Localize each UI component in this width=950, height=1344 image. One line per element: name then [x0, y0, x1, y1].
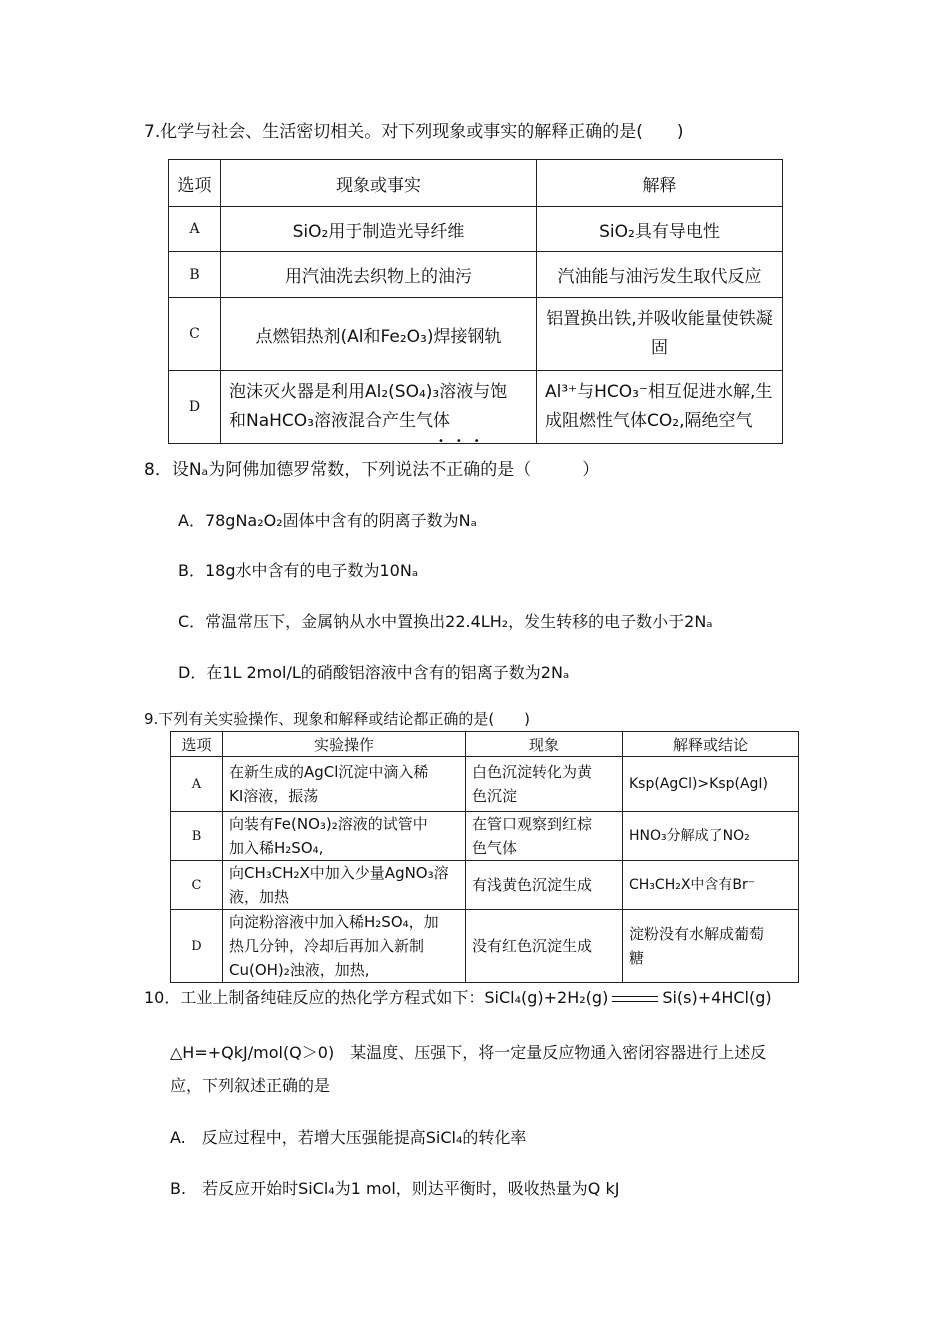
conclusion-line: 淀粉没有水解成葡萄: [629, 925, 765, 943]
option-label: C: [171, 861, 223, 910]
option-label: A: [169, 207, 221, 252]
header-cell: 现象: [466, 732, 623, 757]
q8-stem: 8．设Nₐ为阿佛加德罗常数，下列说法不正确的是（ ）: [144, 460, 600, 480]
q10-option-b: B. 若反应开始时SiCl₄为1 mol，则达平衡时，吸收热量为Q kJ: [170, 1179, 620, 1198]
conclusion-cell: [623, 910, 799, 983]
phenomenon-cell: 没有红色沉淀生成: [466, 910, 623, 983]
table-row: [169, 252, 783, 298]
q8-option-b: B．18g水中含有的电子数为10Nₐ: [178, 561, 419, 580]
table-row: [171, 812, 799, 861]
operation-line: KI溶液，振荡: [229, 787, 319, 805]
dot-marks: •••: [438, 436, 492, 447]
header-cell: 现象或事实: [221, 160, 537, 207]
operation-cell: [223, 910, 466, 983]
option-label: A: [171, 757, 223, 812]
table-row: [171, 910, 799, 983]
phenomenon-line: 色沉淀: [472, 787, 518, 805]
explain-cell: [537, 298, 783, 371]
fact-cell: 点燃铝热剂(Al和Fe₂O₃)焊接钢轨: [221, 298, 537, 371]
option-label: D: [171, 910, 223, 983]
fact-cell: SiO₂用于制造光导纤维: [221, 207, 537, 252]
fact-cell: 用汽油洗去织物上的油污: [221, 252, 537, 298]
phenomenon-cell: [466, 757, 623, 812]
q7-table: [168, 159, 783, 444]
table-header-row: [169, 160, 783, 207]
q8-option-c: C．常温常压下，金属钠从水中置换出22.4LH₂，发生转移的电子数小于2Nₐ: [178, 612, 713, 631]
header-cell: 选项: [171, 732, 223, 757]
explain-cell: [537, 371, 783, 444]
header-cell: 解释或结论: [623, 732, 799, 757]
operation-line: 向淀粉溶液中加入稀H₂SO₄，加: [229, 913, 439, 931]
phenomenon-line: 白色沉淀转化为黄: [472, 763, 593, 781]
q10-stem: [144, 985, 772, 1008]
header-cell: 选项: [169, 160, 221, 207]
fact-cell: [221, 371, 537, 444]
conclusion-cell: HNO₃分解成了NO₂: [623, 812, 799, 861]
phenomenon-cell: 有浅黄色沉淀生成: [466, 861, 623, 910]
operation-line: 热几分钟，冷却后再加入新制: [229, 937, 425, 955]
q8-option-a: A．78gNa₂O₂固体中含有的阴离子数为Nₐ: [178, 511, 477, 530]
conclusion-cell: Ksp(AgCl)>Ksp(AgI): [623, 757, 799, 812]
operation-line: 加入稀H₂SO₄,: [229, 839, 324, 857]
phenomenon-cell: [466, 812, 623, 861]
explain-line: 成阻燃性气体CO₂,隔绝空气: [545, 411, 753, 431]
explain-line: 固: [651, 338, 668, 358]
q10-stem-left: 10．工业上制备纯硅反应的热化学方程式如下：SiCl₄(g)+2H₂(g): [144, 988, 609, 1007]
operation-cell: [223, 861, 466, 910]
phenomenon-line: 在管口观察到红棕: [472, 815, 593, 833]
conclusion-cell: CH₃CH₂X中含有Br⁻: [623, 861, 799, 910]
q7-stem: 7.化学与社会、生活密切相关。对下列现象或事实的解释正确的是( ): [144, 122, 684, 142]
operation-line: Cu(OH)₂浊液，加热,: [229, 961, 370, 979]
table-row: [169, 371, 783, 444]
operation-line: 在新生成的AgCl沉淀中滴入稀: [229, 763, 429, 781]
option-label: B: [169, 252, 221, 298]
explain-line: Al³⁺与HCO₃⁻相互促进水解,生: [545, 382, 773, 402]
header-cell: 实验操作: [223, 732, 466, 757]
fact-line: 和NaHCO₃溶液混合产生气体: [229, 411, 450, 431]
q10-line3: 应，下列叙述正确的是: [170, 1076, 331, 1095]
header-cell: 解释: [537, 160, 783, 207]
equilibrium-arrow-icon: [612, 993, 658, 1005]
operation-line: 液，加热: [229, 888, 290, 906]
operation-cell: [223, 757, 466, 812]
q8-option-d: D．在1L 2mol/L的硝酸铝溶液中含有的铝离子数为2Nₐ: [178, 663, 570, 682]
option-label: D: [169, 371, 221, 444]
q10-option-a: A. 反应过程中，若增大压强能提高SiCl₄的转化率: [170, 1128, 527, 1147]
table-row: [171, 757, 799, 812]
explain-cell: SiO₂具有导电性: [537, 207, 783, 252]
operation-line: 向装有Fe(NO₃)₂溶液的试管中: [229, 815, 428, 833]
table-row: [171, 861, 799, 910]
explain-line: 铝置换出铁,并吸收能量使铁凝: [546, 309, 773, 329]
table-row: [169, 207, 783, 252]
operation-cell: [223, 812, 466, 861]
phenomenon-line: 色气体: [472, 839, 518, 857]
table-row: [169, 298, 783, 371]
option-label: B: [171, 812, 223, 861]
q9-table: [170, 731, 799, 983]
q10-stem-right: Si(s)+4HCl(g): [662, 988, 772, 1007]
fact-line: 泡沫灭火器是利用Al₂(SO₄)₃溶液与饱: [229, 382, 508, 402]
explain-cell: 汽油能与油污发生取代反应: [537, 252, 783, 298]
q9-stem: 9.下列有关实验操作、现象和解释或结论都正确的是( ): [144, 710, 531, 728]
q10-line2: △H=+QkJ/mol(Q＞0) 某温度、压强下，将一定量反应物通入密闭容器进行上述反: [170, 1043, 767, 1062]
operation-line: 向CH₃CH₂X中加入少量AgNO₃溶: [229, 864, 449, 882]
table-header-row: [171, 732, 799, 757]
conclusion-line: 糖: [629, 949, 645, 967]
option-label: C: [169, 298, 221, 371]
